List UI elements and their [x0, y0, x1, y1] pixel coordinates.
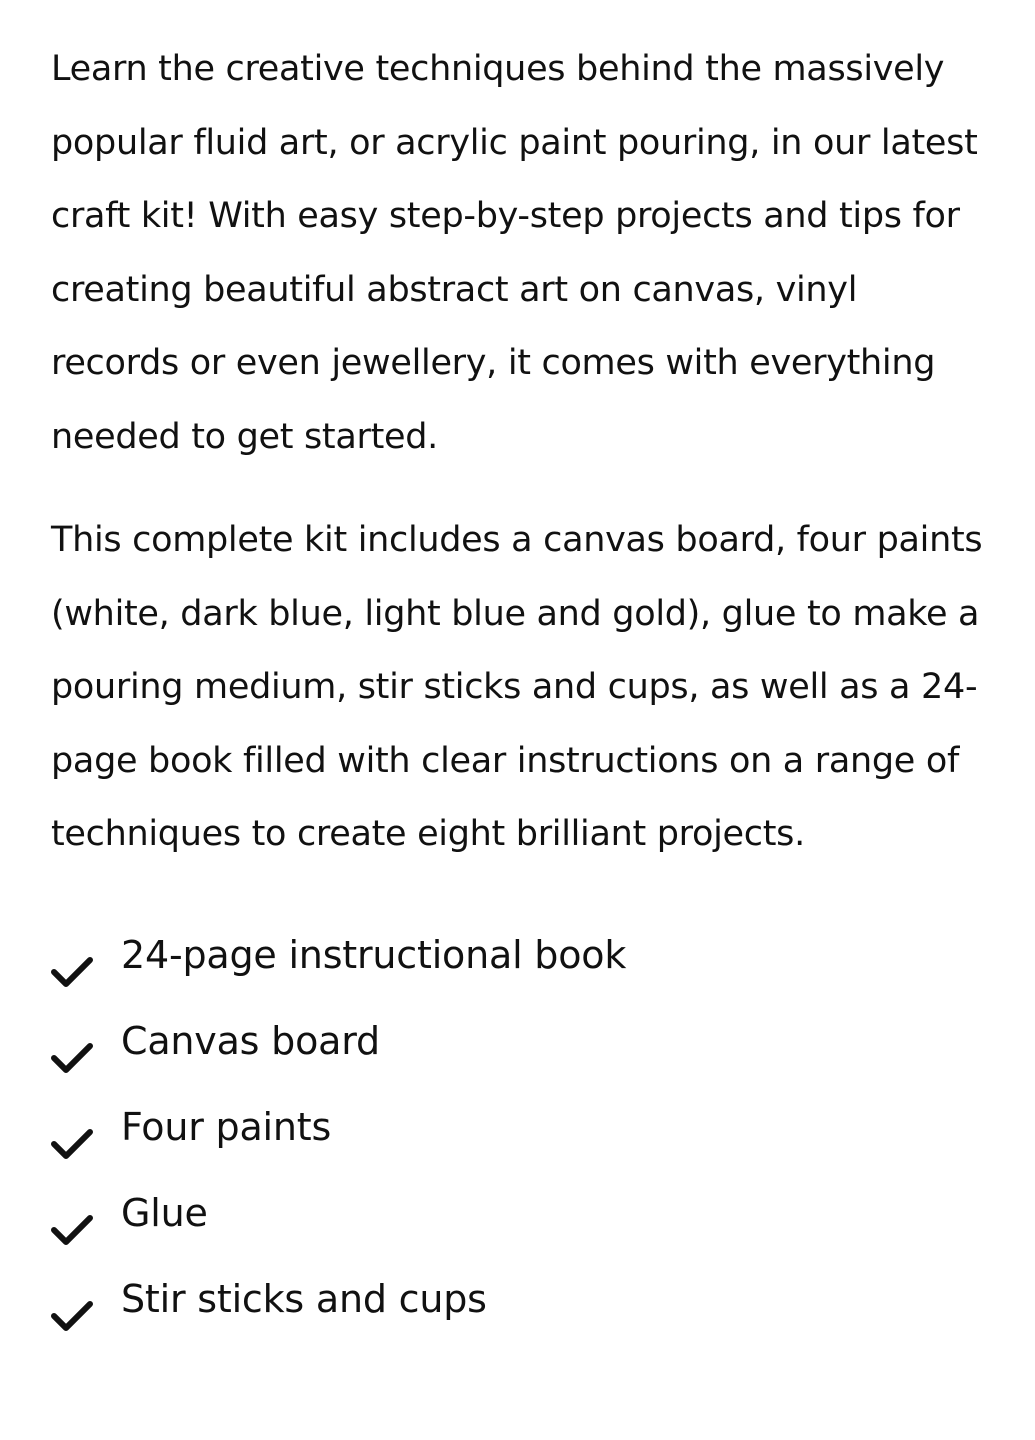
description-paragraph-contents: This complete kit includes a canvas board, four paints (white, dark blue, light blue and gold), glue to make a pouring medium, stir sticks and cups, as well as a 24-page book filled with clear instructions on a range of techniques to create eight brilliant projects.: [51, 520, 983, 854]
feature-item: [51, 1190, 995, 1276]
checkmark-icon: [51, 1212, 93, 1248]
description-paragraph-intro: Learn the creative techniques behind the massively popular fluid art, or acrylic paint pouring, in our latest craft kit! With easy step-by-step projects and tips for creating beautiful abstract art on canvas, vinyl records or even jewellery, it comes with everything needed to get started.: [51, 49, 978, 457]
feature-item: [51, 1276, 995, 1362]
feature-label: Stir sticks and cups: [121, 1276, 487, 1321]
feature-item: [51, 1018, 995, 1104]
feature-item: [51, 932, 995, 1018]
feature-list: [51, 932, 995, 1362]
feature-item: [51, 1104, 995, 1190]
feature-label: 24-page instructional book: [121, 932, 627, 977]
checkmark-icon: [51, 954, 93, 990]
feature-label: Canvas board: [121, 1018, 380, 1063]
checkmark-icon: [51, 1298, 93, 1334]
feature-label: Glue: [121, 1190, 208, 1235]
checkmark-icon: [51, 1126, 93, 1162]
feature-label: Four paints: [121, 1104, 332, 1149]
checkmark-icon: [51, 1040, 93, 1076]
